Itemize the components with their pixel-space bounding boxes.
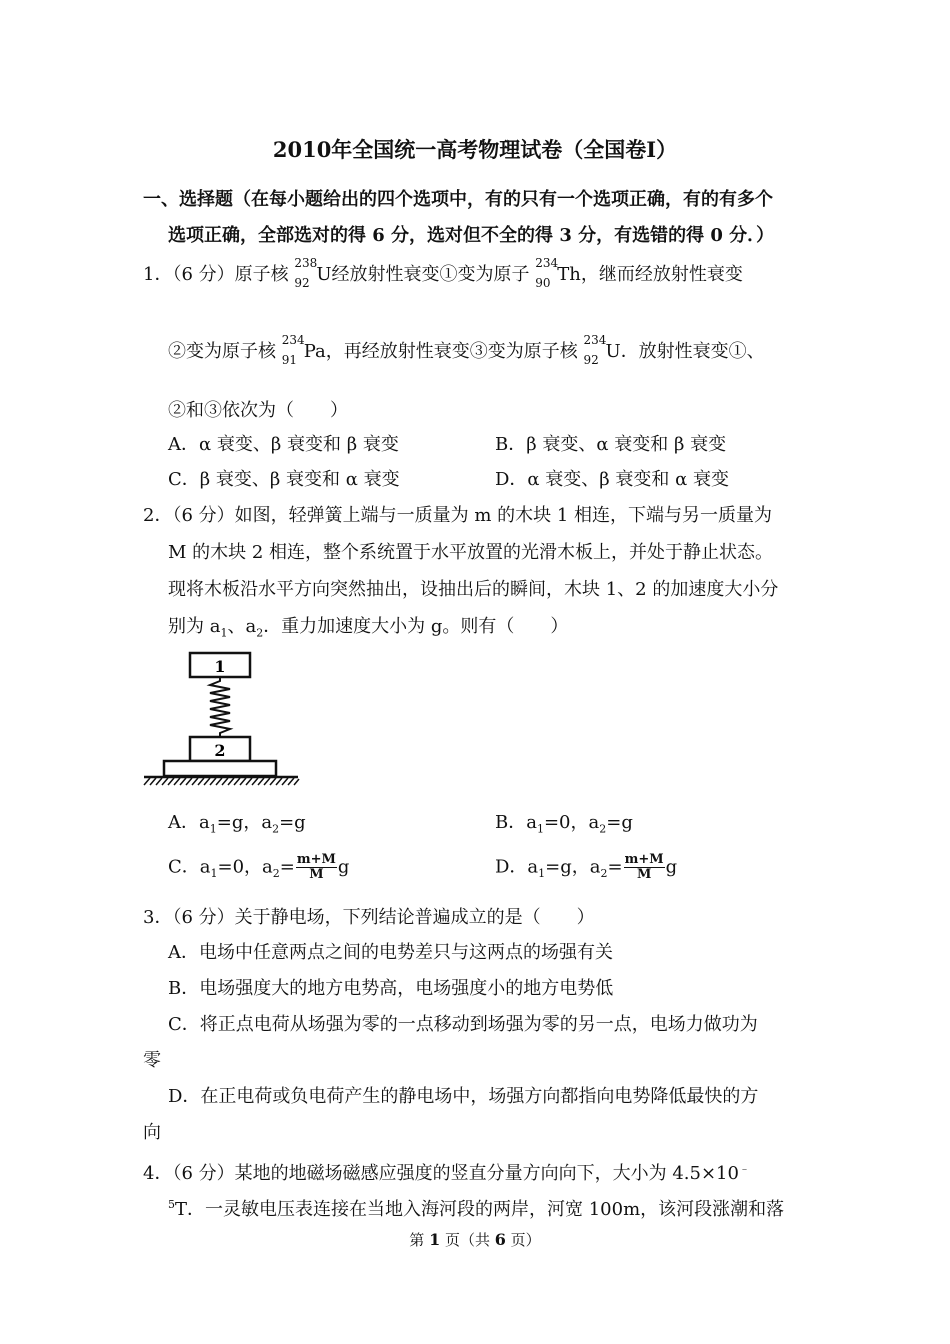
q2-option-a: A．$a_1=g$，$a_2=g$	[168, 812, 306, 836]
section-heading-line2: 选项正确，全部选对的得 6 分，选对但不全的得 3 分，有选错的得 0 分．）	[168, 225, 775, 246]
block-2-label: 2	[214, 741, 226, 760]
fraction: $\frac{m+M}{M}$	[624, 852, 664, 882]
isotope-th234: 234 90	[535, 256, 559, 290]
section-heading-line1: 一、选择题（在每小题给出的四个选项中，有的只有一个选项正确，有的有多个	[143, 189, 773, 210]
ground-hatch	[144, 778, 299, 785]
q1-text: 经放射性衰变①变为原子	[331, 264, 530, 285]
q1-number: 1．	[143, 264, 173, 285]
q4-line2: $^5$T．一灵敏电压表连接在当地入海河段的两岸，河宽 100m，该河段涨潮和落	[168, 1198, 785, 1220]
fraction: $\frac{m+M}{M}$	[296, 852, 336, 882]
q1-line1	[143, 256, 743, 290]
q1-option-d: D．α 衰变、β 衰变和 α 衰变	[495, 469, 730, 490]
total-pages: 6	[494, 1230, 506, 1249]
board	[164, 761, 276, 776]
q2-option-c: C．$a_1=0$，$a_2=$ $\frac{m+M}{M}$ g	[168, 852, 350, 882]
q3-option-c-line2: 零	[143, 1050, 161, 1071]
isotope-symbol: Th	[557, 264, 581, 285]
q1-text: 原子核	[234, 264, 289, 285]
q1-option-c: C．β 衰变、β 衰变和 α 衰变	[168, 469, 400, 490]
isotope-symbol: Pa	[303, 341, 326, 362]
q2-option-d: D．$a_1=g$，$a_2=$ $\frac{m+M}{M}$ g	[495, 852, 678, 882]
q2-option-b: B．$a_1=0$，$a_2=g$	[495, 812, 633, 836]
q1-option-a: A．α 衰变、β 衰变和 β 衰变	[168, 434, 399, 455]
q3-option-c-line1: C．将正点电荷从场强为零的一点移动到场强为零的另一点，电场力做功为	[168, 1014, 758, 1035]
page-title: 2010年全国统一高考物理试卷（全国卷Ⅰ）	[272, 137, 678, 162]
q3-stem: 3．（6 分）关于静电场，下列结论普遍成立的是（ ）	[143, 907, 595, 928]
q4-line1: 4．（6 分）某地的地磁场磁感应强度的竖直分量方向向下，大小为 4.5×10﹣	[143, 1162, 750, 1184]
q1-line3: ②和③依次为（ ）	[168, 400, 348, 421]
q1-text: ，再经放射性衰变③变为原子核	[325, 341, 578, 362]
isotope-u234: 234 92	[583, 333, 607, 367]
q1-points: （6 分）	[172, 264, 235, 285]
spring	[210, 677, 230, 737]
isotope-u238: 238 92	[294, 256, 318, 290]
q3-option-a: A．电场中任意两点之间的电势差只与这两点的场强有关	[168, 942, 613, 963]
q1-line2	[168, 333, 765, 367]
q1-text: ②变为原子核	[168, 341, 276, 362]
spring-blocks-diagram	[142, 648, 302, 793]
isotope-symbol: U	[316, 264, 332, 285]
block-1-label: 1	[214, 657, 226, 676]
current-page: 1	[429, 1230, 441, 1249]
q3-option-d-line2: 向	[143, 1122, 161, 1143]
page-footer: 第 1 页（共 6 页）	[409, 1230, 541, 1249]
q2-line1: 2．（6 分）如图，轻弹簧上端与一质量为 m 的木块 1 相连，下端与另一质量为	[143, 505, 773, 526]
q2-line2: M 的木块 2 相连，整个系统置于水平放置的光滑木板上，并处于静止状态。	[168, 542, 774, 563]
isotope-symbol: U	[605, 341, 621, 362]
q3-option-b: B．电场强度大的地方电势高，电场强度小的地方电势低	[168, 978, 614, 999]
q3-option-d-line1: D．在正电荷或负电荷产生的静电场中，场强方向都指向电势降低最快的方	[168, 1086, 759, 1107]
q1-text: ．放射性衰变①、	[620, 341, 765, 362]
isotope-pa234: 234 91	[281, 333, 305, 367]
q1-text: ，继而经放射性衰变	[580, 264, 743, 285]
q1-option-b: B．β 衰变、α 衰变和 β 衰变	[495, 434, 727, 455]
q2-line4: 别为 $a_1$、$a_2$．重力加速度大小为 g。则有（ ）	[168, 616, 569, 640]
q2-line3: 现将木板沿水平方向突然抽出，设抽出后的瞬间，木块 1、2 的加速度大小分	[168, 579, 779, 600]
